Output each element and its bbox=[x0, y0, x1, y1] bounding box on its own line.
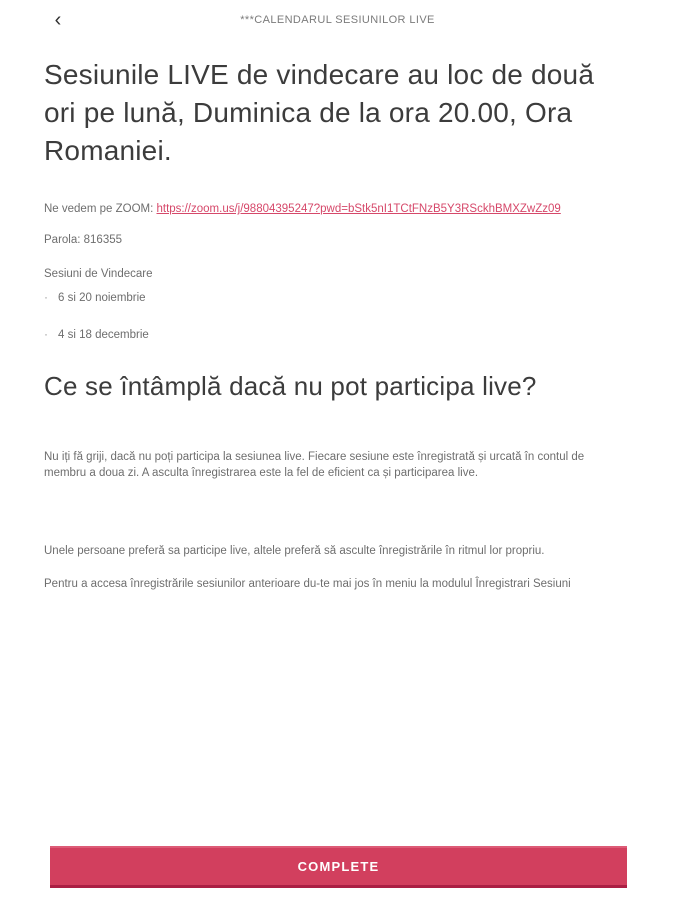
bullet-icon: · bbox=[44, 327, 48, 341]
zoom-meeting-link[interactable]: https://zoom.us/j/98804395247?pwd=bStk5nI1TCtFNzB5Y3RSckhBMXZwZz09 bbox=[156, 203, 561, 215]
session-dates-list bbox=[44, 290, 628, 341]
page-title: ***CALENDARUL SESIUNILOR LIVE bbox=[240, 14, 435, 26]
sub-heading: Ce se întâmplă dacă nu pot participa live? bbox=[44, 371, 537, 401]
bullet-icon: · bbox=[44, 290, 48, 304]
zoom-meeting-line bbox=[44, 201, 628, 217]
list-item bbox=[44, 290, 628, 304]
lesson-content bbox=[0, 40, 675, 592]
main-heading: Sesiunile LIVE de vindecare au loc de două ori pe lună, Duminica de la ora 20.00, Ora Romaniei. bbox=[44, 59, 595, 166]
session-date: 6 si 20 noiembrie bbox=[58, 292, 146, 304]
back-chevron-icon[interactable]: ‹ bbox=[44, 6, 72, 34]
list-item bbox=[44, 327, 628, 341]
app-header bbox=[0, 0, 675, 40]
paragraph-recording-info: Nu iți fă griji, dacă nu poți participa la sesiunea live. Fiecare sesiune este înregistrată și urcată în contul de membru a doua zi. A asculta înregistrarea este la fel de eficient ca și participarea live. bbox=[44, 451, 585, 479]
session-date: 4 si 18 decembrie bbox=[58, 329, 149, 341]
sessions-label: Sesiuni de Vindecare bbox=[44, 268, 153, 280]
password-line: Parola: 816355 bbox=[44, 234, 123, 246]
zoom-label: Ne vedem pe ZOOM: bbox=[44, 203, 157, 215]
paragraph-access-info: Pentru a accesa înregistrările sesiunilor anterioare du-te mai jos în meniu la modulul Înregistrari Sesiuni bbox=[44, 578, 571, 590]
paragraph-preference-info: Unele persoane preferă sa participe live, altele preferă să asculte înregistrările în ritmul lor propriu. bbox=[44, 545, 545, 557]
complete-button[interactable]: COMPLETE bbox=[50, 846, 627, 888]
